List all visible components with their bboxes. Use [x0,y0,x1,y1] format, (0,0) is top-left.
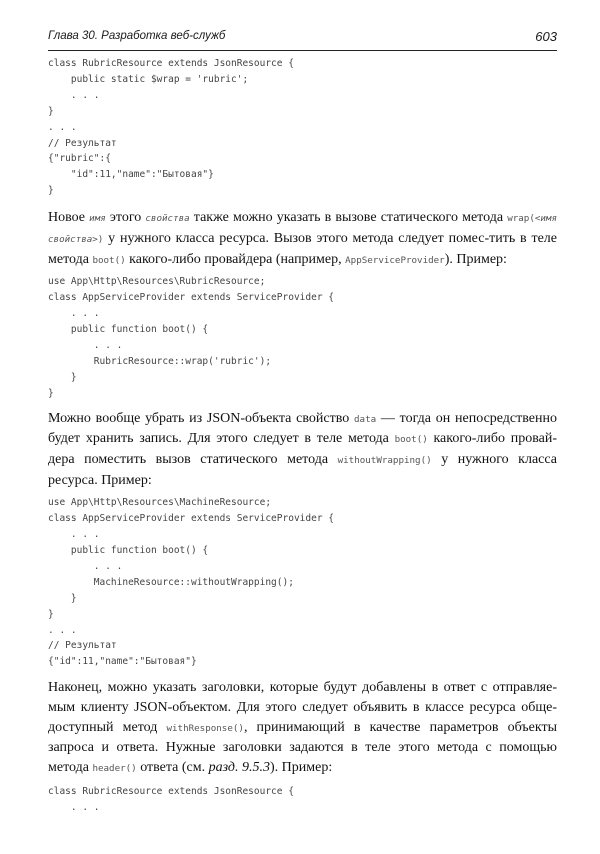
code-block-without-wrapping: use App\Http\Resources\MachineResource; class AppServiceProvider extends ServiceProvider { . . . public function boot() { . . . MachineResource::withoutWrapping(); } } . . . // Результат {"id":11,"name":"Бытовая"} [48,497,334,668]
paragraph-without-wrapping: Можно вообще убрать из JSON-объекта свойство data — тогда он непосредственно будет хранить запись. Для этого следует в теле метода boot() какого-либо провай-дера поместить вызов статического метода withoutWrapping() у нужного класса ресурса. Пример: [48,410,557,488]
code-block-wrap-property: class RubricResource extends JsonResource { public static $wrap = 'rubric'; . . . } . . . // Результат {"rubric":{ "id":11,"name":"Бытовая"} } [48,58,294,197]
page-number: 603 [535,29,557,44]
code-block-wrap-call: use App\Http\Resources\RubricResource; class AppServiceProvider extends ServiceProvider { . . . public function boot() { . . . RubricResource::wrap('rubric'); } } [48,276,334,399]
paragraph-with-response: Наконец, можно указать заголовки, которые будут добавлены в ответ с отправляе-мым клиенту JSON-объектом. Для этого следует объявить в классе ресурса обще-доступный метод withResponse(), принимающий в качестве параметров объекты запроса и ответа. Нужные заголовки задаются в теле этого метода с помощью метода header() ответа (см. разд. 9.5.3). Пример: [48,680,558,776]
paragraph-wrap-method: Новое имя этого свойства также можно указать в вызове статического метода wrap(<имя свойства>) у нужного класса ресурса. Вызов этого метода следует помес-тить в теле метода boot() какого-либо провайдера (например, AppServiceProvider). Пример: [48,210,557,267]
code-block-with-response: class RubricResource extends JsonResource { . . . [48,785,294,813]
chapter-title: Глава 30. Разработка веб-служб [48,30,226,42]
page-content [48,56,557,816]
page-header [48,28,557,51]
